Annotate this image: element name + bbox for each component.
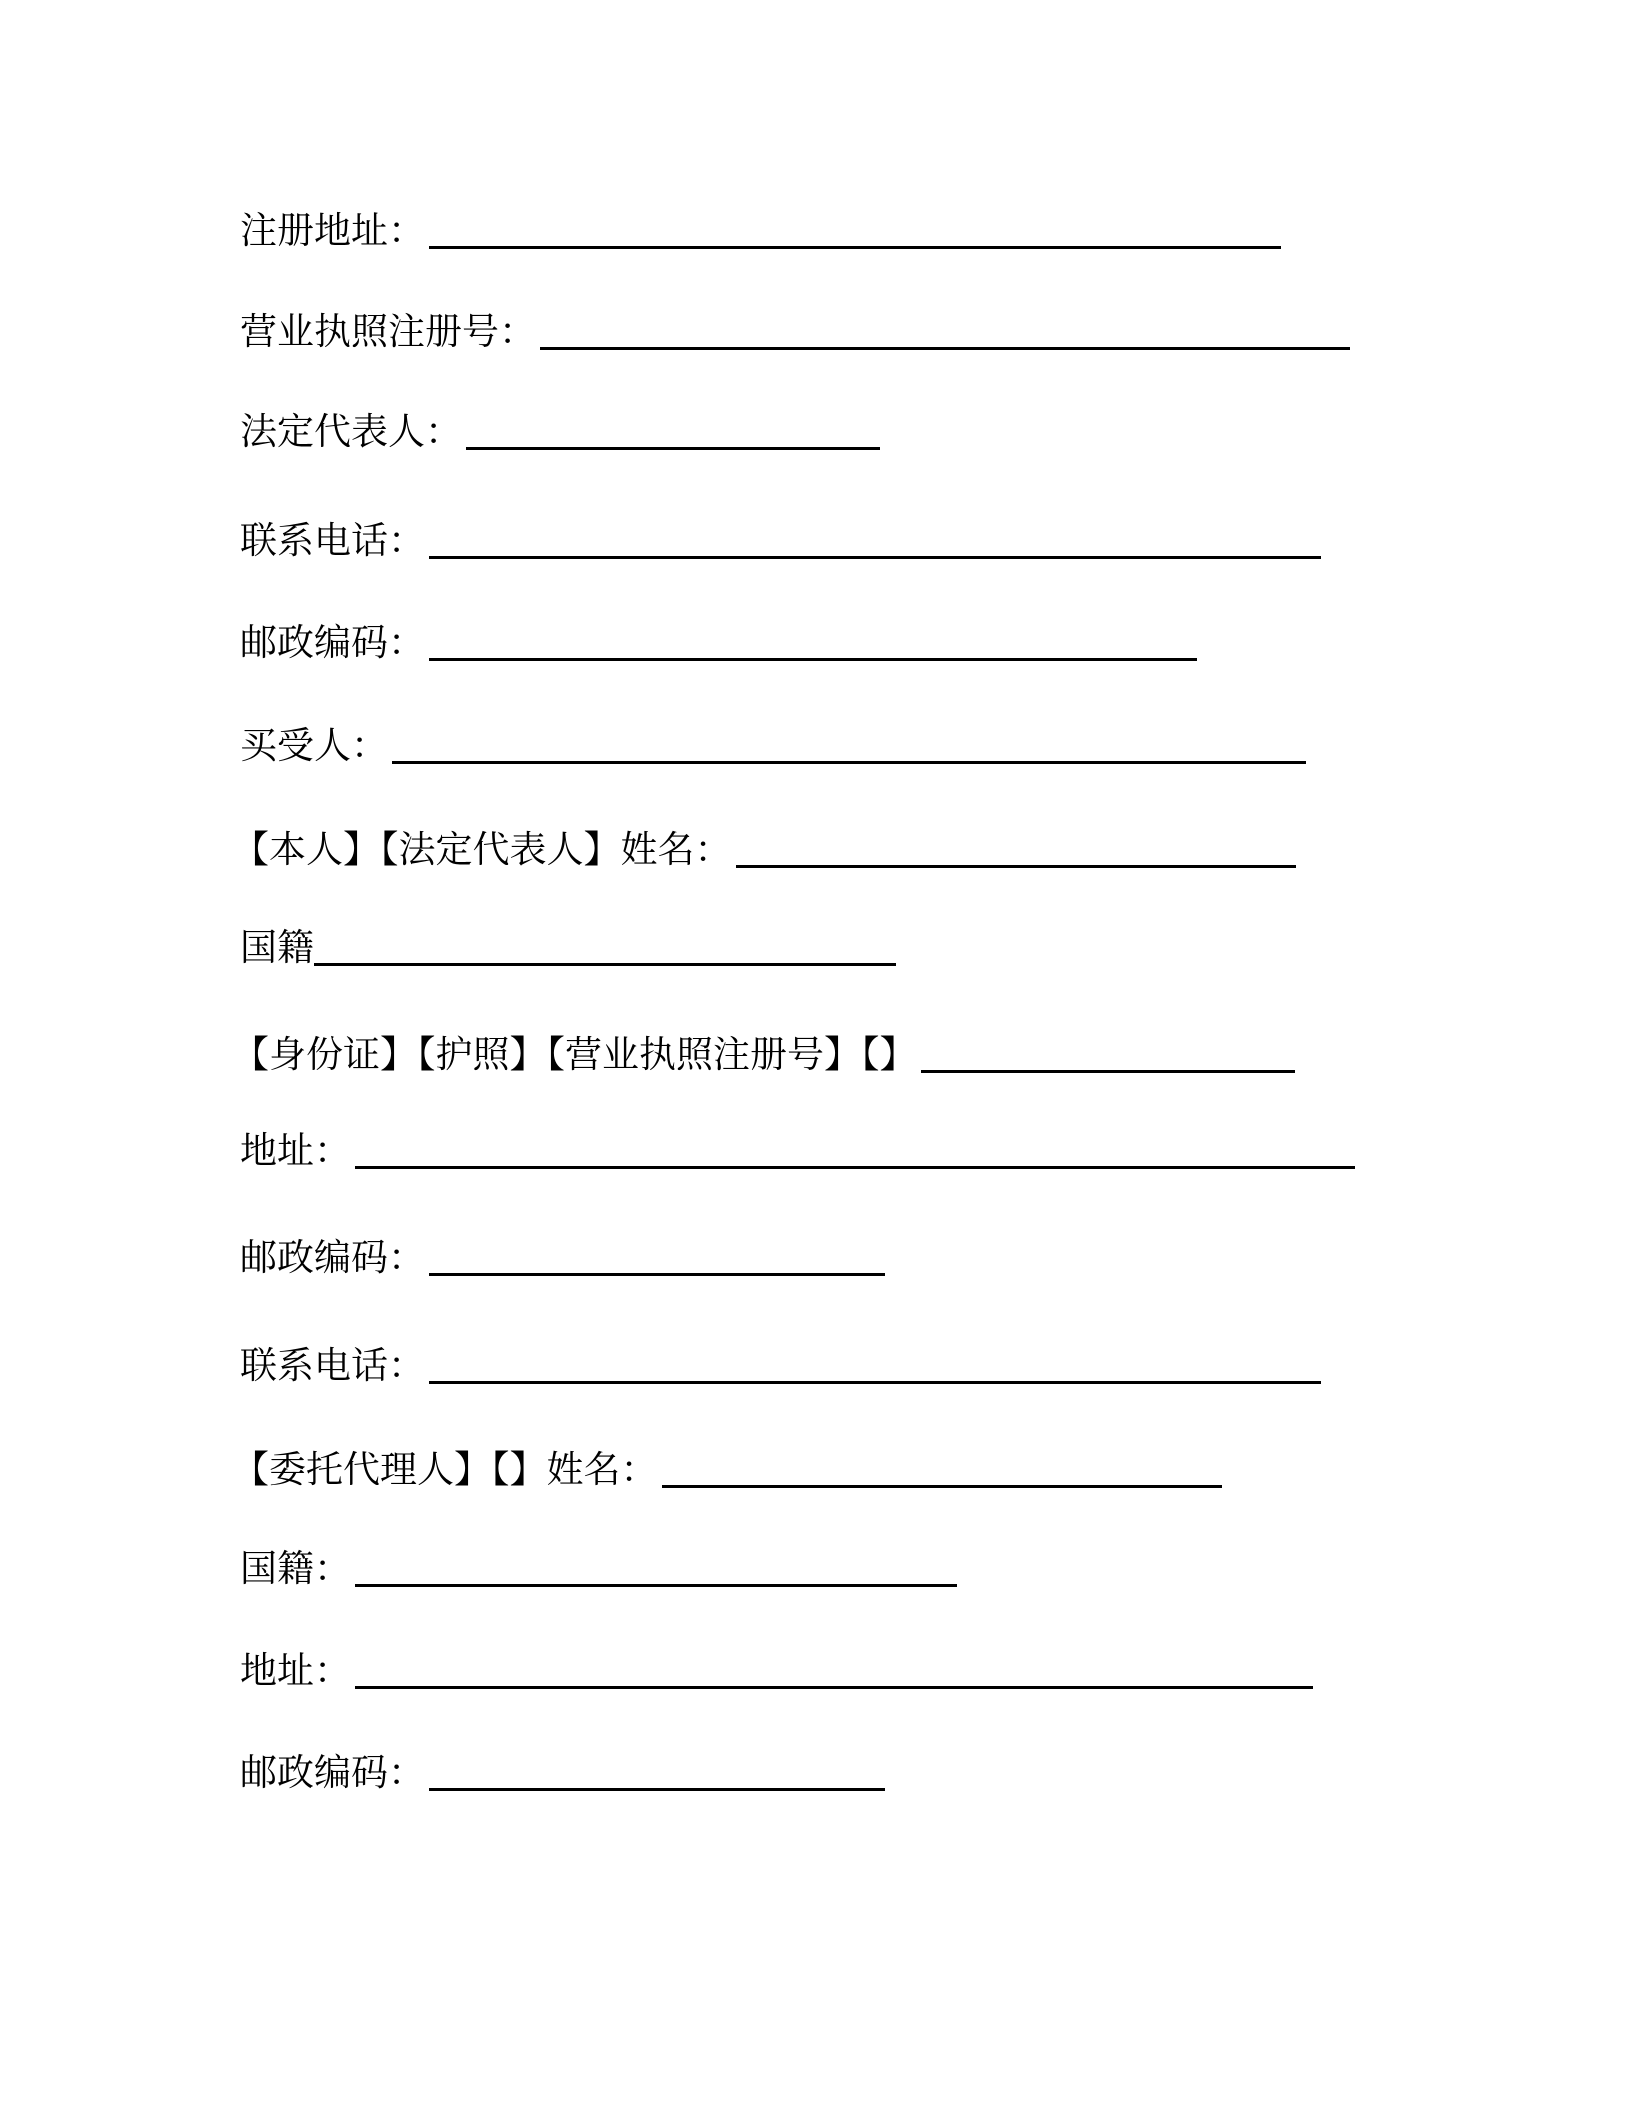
field-buyer-postal-code: [240, 1222, 885, 1282]
blank-line[interactable]: [662, 1455, 1222, 1488]
field-label: 邮政编码：: [240, 1751, 425, 1794]
field-label: 地址：: [240, 1649, 351, 1692]
field-label: 【本人】【法定代表人】姓名：: [232, 828, 732, 871]
field-label: 买受人：: [240, 724, 388, 767]
blank-line[interactable]: [429, 1243, 885, 1276]
field-label: 营业执照注册号：: [240, 310, 536, 353]
field-buyer: [240, 710, 1306, 770]
field-postal-code: [240, 607, 1197, 667]
blank-line[interactable]: [429, 1351, 1321, 1384]
field-agent-nationality: [240, 1533, 957, 1593]
field-buyer-address: [240, 1115, 1355, 1175]
field-label: 国籍：: [240, 1547, 351, 1590]
blank-line[interactable]: [466, 417, 880, 450]
field-label: 邮政编码：: [240, 1236, 425, 1279]
field-registered-address: [240, 195, 1281, 255]
field-label: 国籍: [240, 926, 314, 969]
field-label: 地址：: [240, 1129, 351, 1172]
field-label: 联系电话：: [240, 519, 425, 562]
field-contact-phone: [240, 505, 1321, 565]
blank-line[interactable]: [429, 526, 1321, 559]
blank-line[interactable]: [355, 1136, 1355, 1169]
blank-line[interactable]: [736, 835, 1296, 868]
blank-line[interactable]: [429, 216, 1281, 249]
blank-line[interactable]: [921, 1040, 1295, 1073]
blank-line[interactable]: [540, 317, 1350, 350]
field-buyer-nationality: [240, 912, 896, 972]
field-agent-address: [240, 1635, 1313, 1695]
field-buyer-contact-phone: [240, 1330, 1321, 1390]
blank-line[interactable]: [429, 628, 1197, 661]
blank-line[interactable]: [355, 1656, 1313, 1689]
field-buyer-id-document: [232, 1019, 1295, 1079]
field-label: 邮政编码：: [240, 621, 425, 664]
field-label: 注册地址：: [240, 209, 425, 252]
field-label: 联系电话：: [240, 1344, 425, 1387]
field-agent-postal-code: [240, 1737, 885, 1797]
blank-line[interactable]: [355, 1554, 957, 1587]
blank-line[interactable]: [392, 731, 1306, 764]
field-label: 法定代表人：: [240, 410, 462, 453]
field-label: 【委托代理人】【】姓名：: [232, 1448, 658, 1491]
field-legal-representative: [240, 396, 880, 456]
blank-line[interactable]: [429, 1758, 885, 1791]
field-business-license-number: [240, 296, 1350, 356]
field-agent-name: [232, 1434, 1222, 1494]
field-label: 【身份证】【护照】【营业执照注册号】【】: [232, 1033, 917, 1076]
field-buyer-name: [232, 814, 1296, 874]
blank-line[interactable]: [314, 933, 896, 966]
